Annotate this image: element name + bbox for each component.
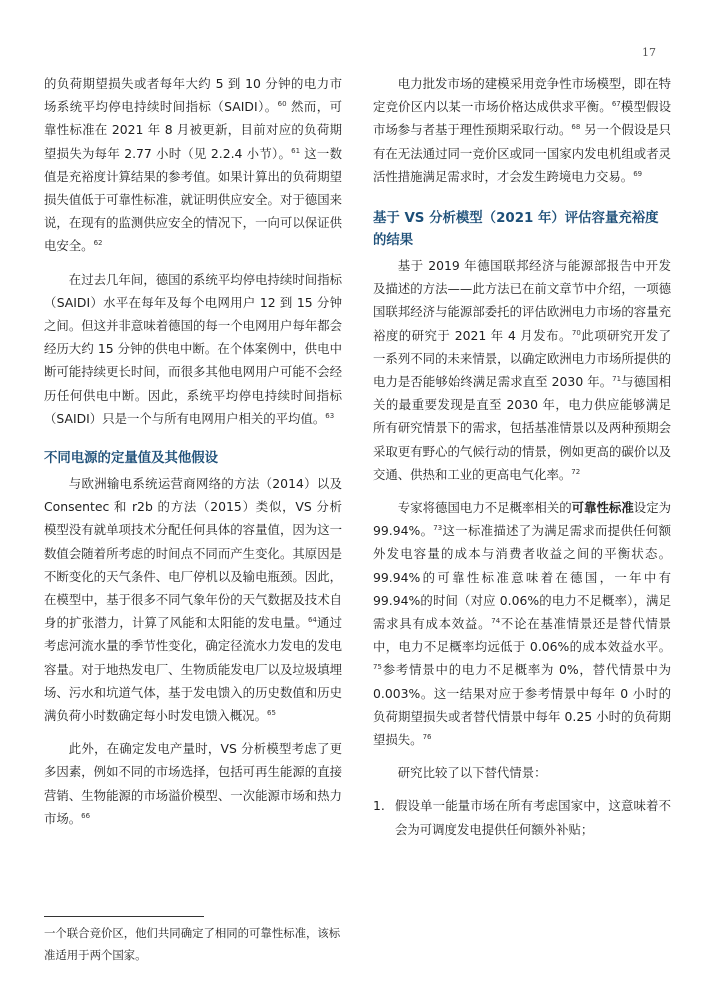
section-heading: 基于 VS 分析模型（2021 年）评估容量充裕度的结果 xyxy=(373,211,659,249)
page-number: 17 xyxy=(642,46,656,59)
footnote-ref[interactable]: 62 xyxy=(93,239,103,248)
footnote-ref[interactable]: 61 xyxy=(291,146,301,155)
footnote-ref[interactable]: 71 xyxy=(612,374,622,383)
footnote-ref[interactable]: 73 xyxy=(433,524,443,533)
footnote-ref[interactable]: 63 xyxy=(325,411,335,420)
section-heading: 不同电源的定量值及其他假设 xyxy=(44,451,219,467)
footnote-ref[interactable]: 65 xyxy=(267,708,276,717)
list-text: 假设单一能量市场在所有考虑国家中，这意味着不会为可调度发电提供任何额外补贴； xyxy=(395,798,671,837)
key-term: 可靠性标准 xyxy=(571,500,634,516)
paragraph: 此外，在确定发电产量时，VS 分析模型考虑了更多因素，例如不同的市场选择，包括可再生能源的直接营销、生物能源的市场溢价模型、一次能源市场和热力市场。$^{66}$ xyxy=(44,741,342,826)
footnote-ref[interactable]: 60 xyxy=(277,100,287,109)
paragraph: 的负荷期望损失或者每年大约 5 到 10 分钟的电力市场系统平均停电持续时间指标（SAIDI）。$^{60}$ 然而，可靠性标准在 2021 年 8 月被更新，目前对应的负荷期望损失为每年 2.77 小时（见 2.2.4 小节）。$^{61}$ 这一数值是充裕度计算结果的参考值。如果计算出的负荷期望损失值低于可靠性标准，就证明供应安全。对于德国来说，在现有的监测供应安全的情况下，一向可以保证供电安全。$^{62}$ xyxy=(44,76,342,254)
paragraph: 电力批发市场的建模采用竞争性市场模型，即在特定竞价区内以某一市场价格达成供求平衡。$^{67}$模型假设市场参与者基于理性预期采取行动。$^{68}$ 另一个假设是只有在无法通过同一竞价区或同一国家内发电机组或者灵活性措施满足需求时，才会发生跨境电力交易。$^{69}$ xyxy=(373,76,672,184)
right-column xyxy=(373,72,671,841)
paragraph: 在过去几年间，德国的系统平均停电持续时间指标（SAIDI）水平在每年及每个电网用户 12 到 15 分钟之间。但这并非意味着德国的每一个电网用户每年都会经历大约 15 分钟的供电中断。在个体案例中，供电中断可能持续更长时间，而很多其他电网用户可能不会经历任何供电中断。因此，系统平均停电持续时间指标（SAIDI）只是一个与所有电网用户相关的平均值。$^{63}$ xyxy=(44,271,342,426)
paragraph: 基于 2019 年德国联邦经济与能源部报告中开发及描述的方法——此方法已在前文章节中介绍，一项德国联邦经济与能源部委托的评估欧洲电力市场的容量充裕度的研究于 2021 年 4 月发布。$^{70}$此项研究开发了一系列不同的未来情景，以确定欧洲电力市场所提供的电力是否能够始终满足需求直至 2030 年。$^{71}$与德国相关的最重要发现是直至 2030 年，电力供应能够满足所有研究情景下的需求，包括基准情景以及两种预期会采取更有野心的气候行动的情景，例如更高的碳价以及交通、供热和工业的更高电气化率。$^{72}$ xyxy=(373,258,672,482)
footnote-ref[interactable]: 68 xyxy=(571,123,581,132)
footnote: 一个联合竞价区，他们共同确定了相同的可靠性标准，该标准适用于两个国家。 xyxy=(44,926,341,962)
footnote-ref[interactable]: 64 xyxy=(307,616,317,625)
left-column xyxy=(44,72,342,840)
footnote-ref[interactable]: 74 xyxy=(491,616,501,625)
paragraph: 专家将德国电力不足概率相关的可靠性标准设定为 99.94%。$^{73}$这一标准描述了为满足需求而提供任何额外发电容量的成本与消费者收益之间的平衡状态。99.94%的可靠性标准意味着在德国，一年中有 99.94%的时间（对应 0.06%的电力不足概率），满足需求具有成本效益。$^{74}$不论在基准情景还是替代情景中，电力不足概率均远低于 0.06%的成本效益水平。$^{75}$参考情景中的电力不足概率为 0%，替代情景中为 0.003%。这一结果对应于参考情景中每年 0 小时的负荷期望损失或者替代情景中每年 0.25 小时的负荷期望损失。$^{76}$ xyxy=(373,500,672,748)
list-number: 1. xyxy=(373,798,385,814)
paragraph: 与欧洲输电系统运营商网络的方法（2014）以及 Consentec 和 r2b 的方法（2015）类似，VS 分析模型没有就单项技术分配任何具体的容量值，因为这一数值会随着所考虑的时间点不同而产生变化。其原因是不断变化的天气条件、电厂停机以及输电瓶颈。因此，在模型中，基于很多不同气象年份的天气数据及技术自身的扩张潜力，计算了风能和太阳能的发电量。$^{64}$通过考虑河流水量的季节性变化，确定径流水力发电的发电容量。对于地热发电厂、生物质能发电厂以及垃圾填埋场、污水和坑道气体，基于发电馈入的历史数值和历史满负荷小时数确定每小时发电馈入概况。$^{65}$ xyxy=(44,476,343,724)
paragraph: 研究比较了以下替代情景： xyxy=(397,765,547,781)
footnote-ref[interactable]: 72 xyxy=(571,467,581,476)
footnote-ref[interactable]: 76 xyxy=(422,732,432,741)
footnote-ref[interactable]: 67 xyxy=(611,100,621,109)
list-item xyxy=(373,794,671,840)
footnote-ref[interactable]: 75 xyxy=(373,663,382,672)
footnote-ref[interactable]: 69 xyxy=(633,169,643,178)
footnote-divider xyxy=(44,916,204,917)
footnote-ref[interactable]: 70 xyxy=(571,328,581,337)
footnote-ref[interactable]: 66 xyxy=(81,811,91,820)
